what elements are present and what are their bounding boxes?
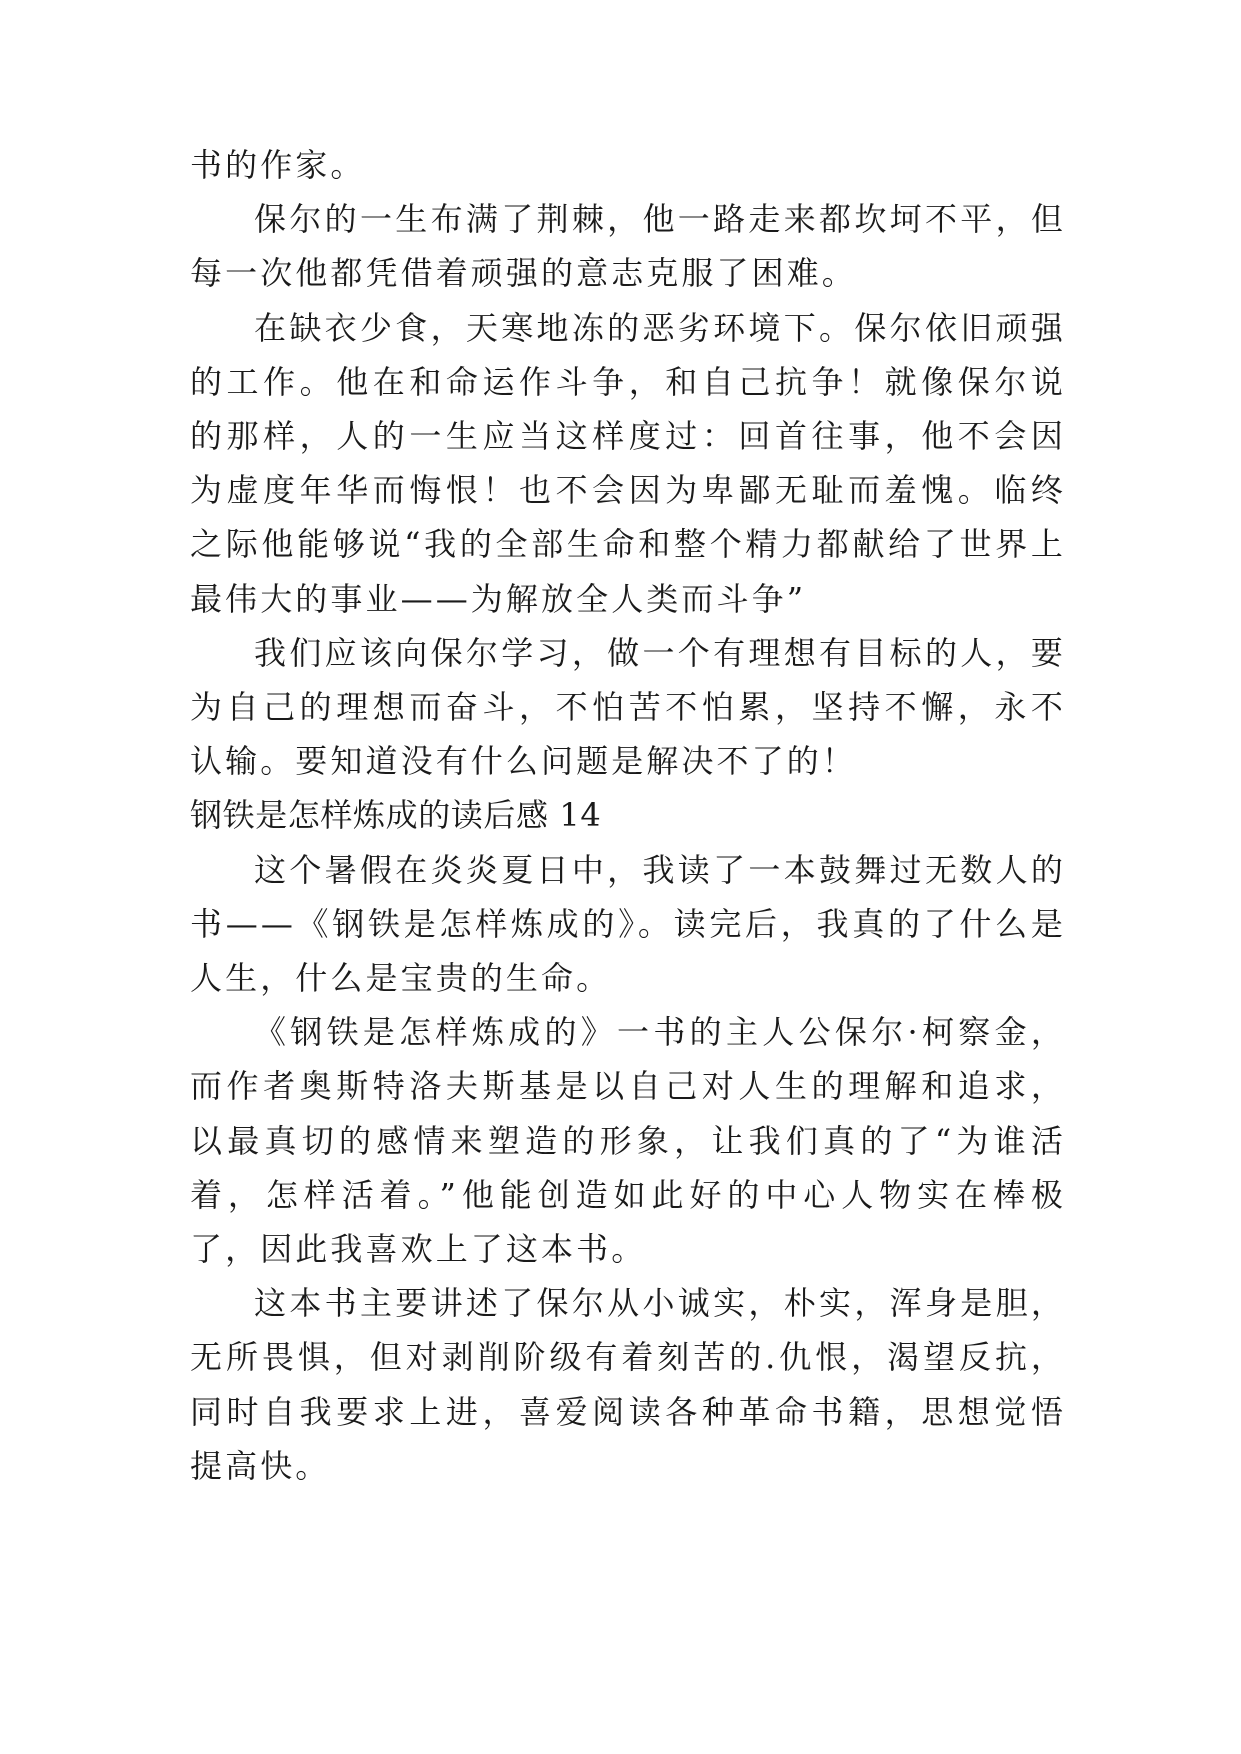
paragraph: 这个暑假在炎炎夏日中，我读了一本鼓舞过无数人的书——《钢铁是怎样炼成的》。读完后，我真的了什么是人生，什么是宝贵的生命。 — [190, 850, 1066, 998]
paragraph: 我们应该向保尔学习，做一个有理想有目标的人，要为自己的理想而奋斗，不怕苦不怕累，坚持不懈，永不认输。要知道没有什么问题是解决不了的！ — [190, 633, 1066, 781]
paragraph: 在缺衣少食，天寒地冻的恶劣环境下。保尔依旧顽强的工作。他在和命运作斗争，和自己抗争！就像保尔说的那样，人的一生应当这样度过：回首往事，他不会因为虚度年华而悔恨！也不会因为卑鄙无耻而羞愧。临终之际他能够说“我的全部生命和整个精力都献给了世界上最伟大的事业——为解放全人类而斗争” — [190, 308, 1066, 618]
paragraph-continuation: 书的作家。 — [190, 146, 366, 184]
paragraph: 《钢铁是怎样炼成的》一书的主人公保尔·柯察金，而作者奥斯特洛夫斯基是以自己对人生的理解和追求，以最真切的感情来塑造的形象，让我们真的了“为谁活着，怎样活着。”他能创造如此好的中心人物实在棒极了，因此我喜欢上了这本书。 — [190, 1013, 1066, 1269]
section-title: 钢铁是怎样炼成的读后感 14 — [190, 796, 602, 835]
paragraph: 保尔的一生布满了荆棘，他一路走来都坎坷不平，但每一次他都凭借着顽强的意志克服了困难。 — [190, 200, 1066, 293]
paragraph: 这本书主要讲述了保尔从小诚实，朴实，浑身是胆，无所畏惧，但对剥削阶级有着刻苦的.仇恨，渴望反抗，同时自我要求上进，喜爱阅读各种革命书籍，思想觉悟提高快。 — [190, 1284, 1066, 1485]
document-body — [190, 138, 1066, 1493]
